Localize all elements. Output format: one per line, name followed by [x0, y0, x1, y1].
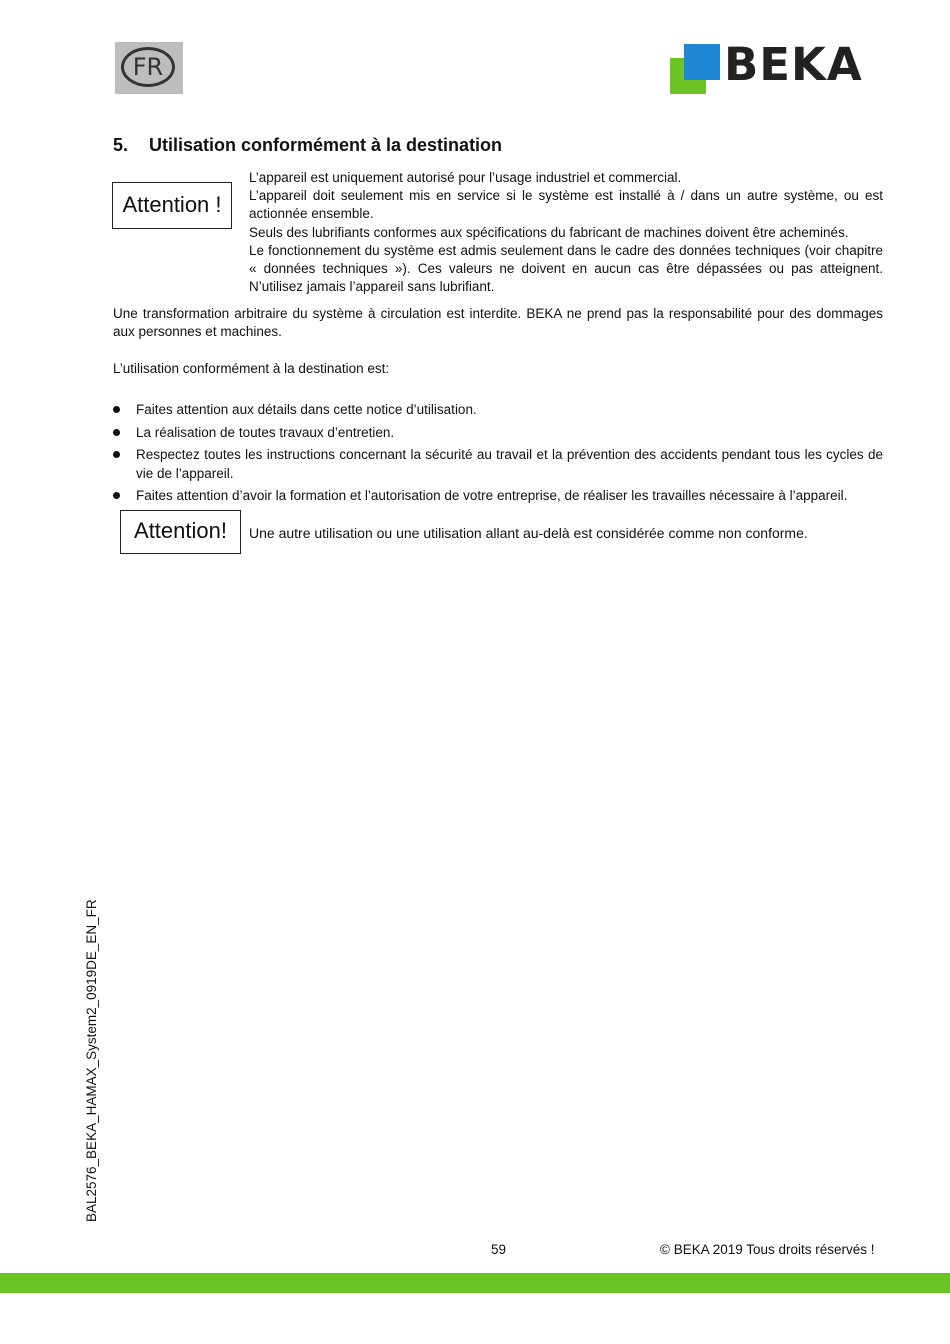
- bullet-icon: [113, 429, 120, 436]
- document-code: BAL2576_BEKA_HAMAX_System2_0919DE_EN_FR: [84, 899, 99, 1222]
- attention-1-line: L’appareil doit seulement mis en service si le système est installé à / dans un autre système, ou est actionnée ensemble.: [249, 188, 883, 222]
- list-item: [113, 487, 883, 505]
- bullet-icon: [113, 406, 120, 413]
- list-item: [113, 401, 883, 419]
- section-title-text: Utilisation conformément à la destination: [149, 135, 503, 155]
- attention-box-1: Attention !: [112, 182, 232, 229]
- logo-text: BEKA: [724, 38, 863, 91]
- beka-logo: [668, 38, 882, 96]
- bullet-list: [113, 401, 883, 510]
- bullet-icon: [113, 451, 120, 458]
- intro-paragraph: L’utilisation conformément à la destination est:: [113, 361, 390, 376]
- list-item: [113, 424, 883, 442]
- logo-blue-square: [684, 44, 720, 80]
- footer-bar: [0, 1273, 950, 1293]
- list-item-text: Faites attention d’avoir la formation et l’autorisation de votre entreprise, de réaliser les travailles nécessaire à l’appareil.: [136, 488, 848, 504]
- section-number: 5.: [113, 135, 129, 155]
- language-badge: [115, 42, 183, 94]
- list-item-text: Respectez toutes les instructions concernant la sécurité au travail et la prévention des accidents pendant tous les cycles de vie de l’appareil.: [136, 447, 883, 481]
- language-badge-label: FR: [121, 47, 175, 87]
- list-item-text: La réalisation de toutes travaux d’entretien.: [136, 424, 395, 440]
- attention-1-text: [249, 169, 883, 296]
- bullet-icon: [113, 492, 120, 499]
- section-title: [113, 135, 502, 156]
- list-item-text: Faites attention aux détails dans cette notice d’utilisation.: [136, 402, 477, 417]
- attention-1-line: Le fonctionnement du système est admis seulement dans le cadre des données techniques (voir chapitre « données techniques »). Ces valeurs ne doivent en aucun cas être dépassées ou pas atteignent. N’utilisez jamais l’appareil sans lubrifiant.: [249, 242, 883, 295]
- transformation-paragraph: Une transformation arbitraire du système à circulation est interdite. BEKA ne prend pas la responsabilité pour des dommages aux personnes et machines.: [113, 306, 883, 340]
- attention-2-text: Une autre utilisation ou une utilisation allant au-delà est considérée comme non conforme.: [249, 525, 808, 541]
- attention-1-line: Seuls des lubrifiants conformes aux spécifications du fabricant de machines doivent être acheminés.: [249, 224, 849, 240]
- page-number: 59: [491, 1242, 507, 1257]
- attention-1-line: L’appareil est uniquement autorisé pour l’usage industriel et commercial.: [249, 170, 682, 185]
- copyright-notice: © BEKA 2019 Tous droits réservés !: [660, 1242, 875, 1257]
- attention-box-2: Attention!: [120, 510, 241, 554]
- list-item: [113, 446, 883, 482]
